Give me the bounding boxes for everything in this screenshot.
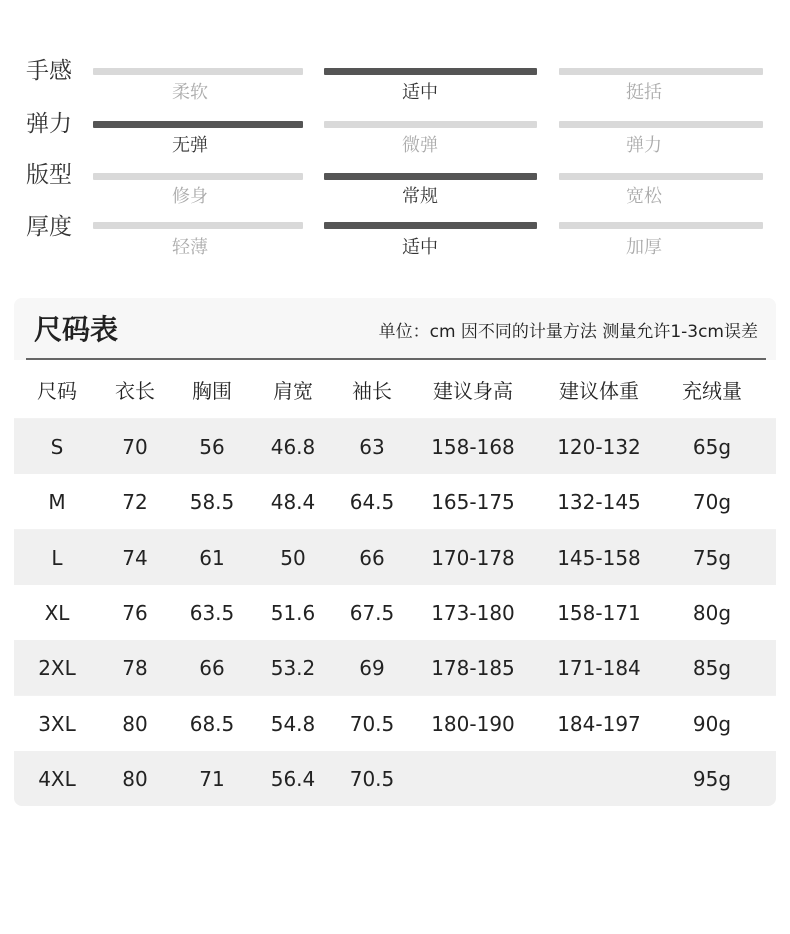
table-cell: 46.8	[270, 435, 316, 459]
table-cell: 70.5	[349, 766, 395, 791]
level-bar	[559, 173, 763, 180]
table-cell: 120-132	[557, 435, 641, 459]
option-label: 轻薄	[172, 237, 208, 258]
table-cell: 64.5	[349, 490, 395, 515]
column-header: 衣长	[115, 379, 155, 403]
size-table-title: 尺码表	[34, 313, 119, 346]
table-cell: 68.5	[189, 711, 235, 736]
table-cell: 180-190	[431, 711, 515, 736]
level-bar-selected	[324, 68, 537, 75]
table-cell: 56	[199, 435, 225, 459]
level-bar	[93, 222, 303, 229]
table-cell: 170-178	[431, 545, 515, 570]
table-cell: 56.4	[270, 766, 316, 791]
table-cell: 70	[122, 435, 148, 459]
attribute-label: 版型	[26, 162, 72, 188]
table-cell: 76	[122, 600, 148, 625]
option-label: 挺括	[626, 82, 662, 103]
table-cell: 158-171	[557, 600, 641, 625]
table-cell: 72	[122, 490, 148, 515]
table-cell: 50	[280, 545, 306, 570]
table-cell: 69	[359, 656, 385, 681]
size-table-note: 单位：cm 因不同的计量方法 测量允许1-3cm误差	[378, 322, 758, 342]
option-label: 微弹	[402, 135, 438, 156]
table-cell: 53.2	[270, 656, 316, 681]
table-cell: 75g	[692, 545, 732, 570]
table-cell: 63	[359, 435, 385, 459]
table-cell: 3XL	[38, 711, 76, 736]
table-cell: S	[50, 435, 64, 459]
level-bar	[559, 121, 763, 128]
table-cell: 51.6	[270, 600, 316, 625]
column-header: 建议身高	[433, 379, 513, 403]
table-cell: 61	[199, 545, 225, 570]
option-label: 加厚	[626, 237, 662, 258]
table-cell: L	[51, 545, 63, 570]
table-cell: M	[48, 490, 66, 515]
table-cell: 85g	[692, 656, 732, 681]
table-cell: 48.4	[270, 490, 316, 515]
option-label-selected: 适中	[402, 82, 438, 103]
column-header: 肩宽	[273, 379, 313, 403]
attribute-label: 厚度	[26, 214, 72, 240]
table-cell: 2XL	[38, 656, 76, 681]
table-cell: 80	[122, 766, 148, 791]
table-cell: 173-180	[431, 600, 515, 625]
column-header: 袖长	[352, 379, 392, 403]
table-cell: 70g	[692, 490, 732, 515]
table-cell: 63.5	[189, 600, 235, 625]
level-bar	[93, 173, 303, 180]
attribute-label: 手感	[26, 58, 72, 84]
option-label-selected: 常规	[402, 186, 438, 207]
level-bar-selected	[324, 173, 537, 180]
level-bar	[93, 68, 303, 75]
table-cell: 158-168	[431, 435, 515, 459]
column-header: 充绒量	[682, 379, 742, 403]
table-cell: 165-175	[431, 490, 515, 515]
table-cell: XL	[44, 600, 70, 625]
table-cell: 54.8	[270, 711, 316, 736]
column-header: 建议体重	[559, 379, 639, 403]
table-cell: 66	[359, 545, 385, 570]
level-bar-selected	[93, 121, 303, 128]
table-cell: 80	[122, 711, 148, 736]
table-cell: 184-197	[557, 711, 641, 736]
table-cell: 132-145	[557, 490, 641, 515]
column-header: 尺码	[37, 379, 77, 403]
option-label-selected: 无弹	[172, 135, 208, 156]
table-cell: 90g	[692, 711, 732, 736]
table-cell: 95g	[692, 766, 732, 791]
table-cell: 78	[122, 656, 148, 681]
table-cell: 70.5	[349, 711, 395, 736]
table-cell: 145-158	[557, 545, 641, 570]
table-cell: 80g	[692, 600, 732, 625]
table-cell: 178-185	[431, 656, 515, 681]
table-cell: 65g	[692, 435, 732, 459]
level-bar-selected	[324, 222, 537, 229]
table-cell: 71	[199, 766, 225, 791]
option-label: 弹力	[626, 135, 662, 156]
column-header: 胸围	[192, 379, 232, 403]
table-cell: 74	[122, 545, 148, 570]
table-cell: 58.5	[189, 490, 235, 515]
level-bar	[324, 121, 537, 128]
level-bar	[559, 68, 763, 75]
table-cell: 4XL	[38, 766, 76, 791]
option-label-selected: 适中	[402, 237, 438, 258]
table-cell: 67.5	[349, 600, 395, 625]
table-cell: 171-184	[557, 656, 641, 681]
attribute-label: 弹力	[26, 111, 72, 137]
level-bar	[559, 222, 763, 229]
option-label: 柔软	[172, 82, 208, 103]
option-label: 修身	[172, 186, 208, 207]
option-label: 宽松	[626, 186, 662, 207]
table-cell: 66	[199, 656, 225, 681]
